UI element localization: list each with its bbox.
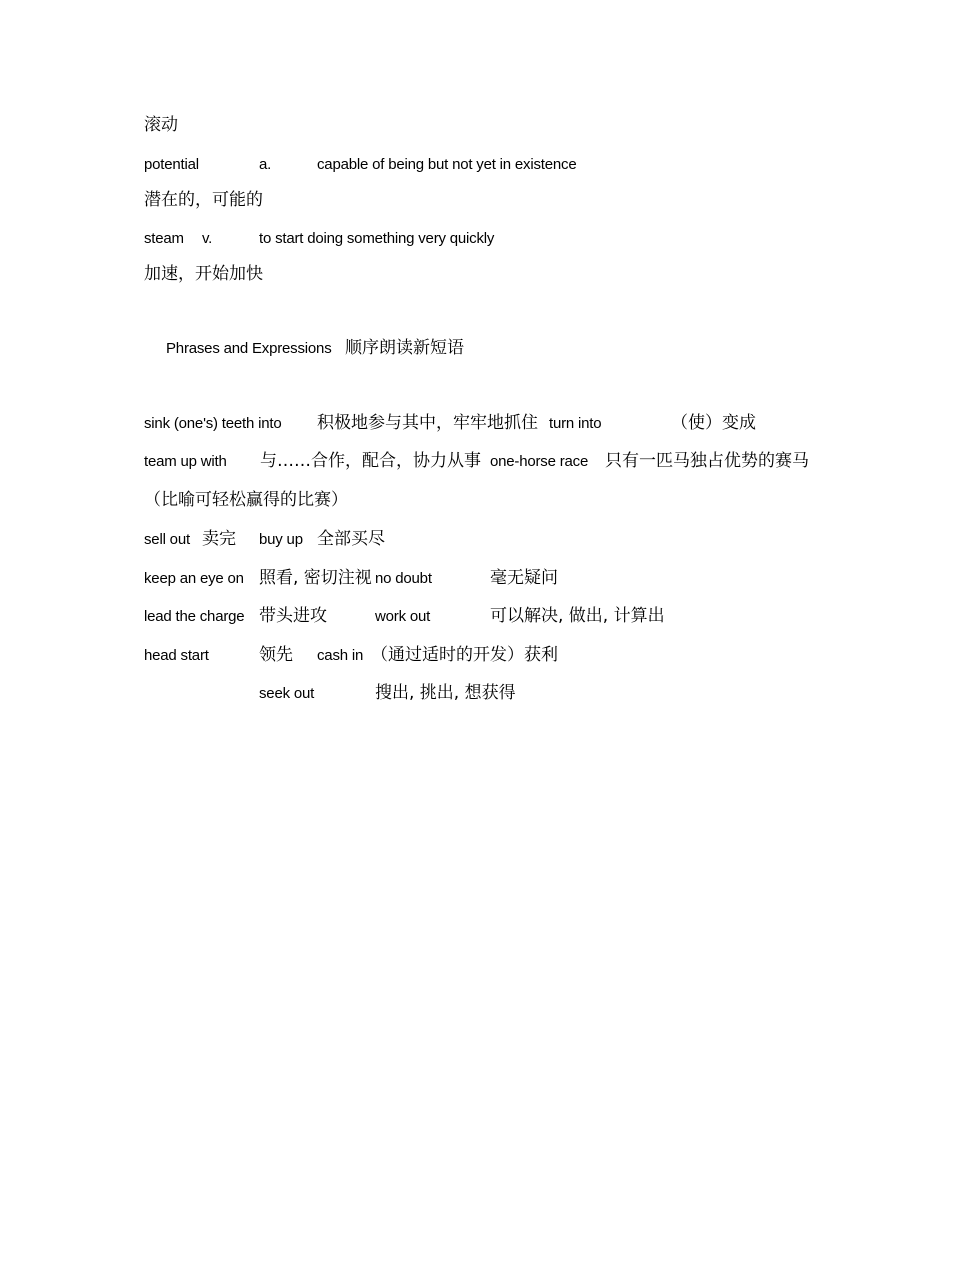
phrase-en-sell: sell out — [144, 531, 190, 548]
definition-cn-gundong: 滚动 — [144, 115, 178, 135]
vocab-word-steam: steam — [144, 230, 184, 247]
phrase-cn-head: 领先 — [259, 645, 293, 665]
phrase-cn-doubt: 毫无疑问 — [490, 568, 558, 588]
phrase-cn-seek: 搜出, 挑出, 想获得 — [375, 683, 516, 703]
phrase-cn-eye: 照看, 密切注视 — [259, 568, 372, 588]
phrase-cn-workout: 可以解决, 做出, 计算出 — [490, 606, 665, 626]
vocab-def-steam: to start doing something very quickly — [259, 230, 495, 247]
phrase-cn-cash: （通过适时的开发）获利 — [371, 645, 558, 665]
phrase-cn-horse-note: （比喻可轻松赢得的比赛） — [144, 490, 348, 510]
phrase-cn-horse: 只有一匹马独占优势的赛马 — [605, 451, 809, 471]
vocab-pos-potential: a. — [259, 156, 272, 173]
phrase-en-horse: one-horse race — [490, 453, 589, 470]
vocab-word-potential: potential — [144, 156, 199, 173]
phrase-en-charge: lead the charge — [144, 608, 245, 625]
phrase-en-seek: seek out — [259, 685, 315, 702]
section-heading-cn: 顺序朗读新短语 — [345, 338, 464, 358]
phrase-cn-team: 与……合作，配合，协力从事 — [260, 451, 481, 471]
phrase-en-doubt: no doubt — [375, 570, 432, 587]
section-heading-en: Phrases and Expressions — [166, 340, 332, 357]
phrase-en-head: head start — [144, 647, 209, 664]
vocab-pos-steam: v. — [202, 230, 213, 247]
phrase-en-workout: work out — [375, 608, 431, 625]
phrase-en-sink: sink (one's) teeth into — [144, 415, 282, 432]
phrase-cn-sell: 卖完 — [202, 529, 236, 549]
phrase-cn-buy: 全部买尽 — [317, 529, 385, 549]
phrase-en-buy: buy up — [259, 531, 303, 548]
vocab-cn-steam: 加速，开始加快 — [144, 264, 263, 284]
phrase-en-cash: cash in — [317, 647, 364, 664]
phrase-cn-turn: （使）变成 — [671, 413, 756, 433]
phrase-en-team: team up with — [144, 453, 227, 470]
phrase-cn-sink: 积极地参与其中，牢牢地抓住 — [317, 413, 538, 433]
phrase-en-turn: turn into — [549, 415, 602, 432]
phrase-cn-charge: 带头进攻 — [259, 606, 327, 626]
vocab-def-potential: capable of being but not yet in existence — [317, 156, 577, 173]
phrase-en-eye: keep an eye on — [144, 570, 244, 587]
vocab-cn-potential: 潜在的，可能的 — [144, 190, 263, 210]
